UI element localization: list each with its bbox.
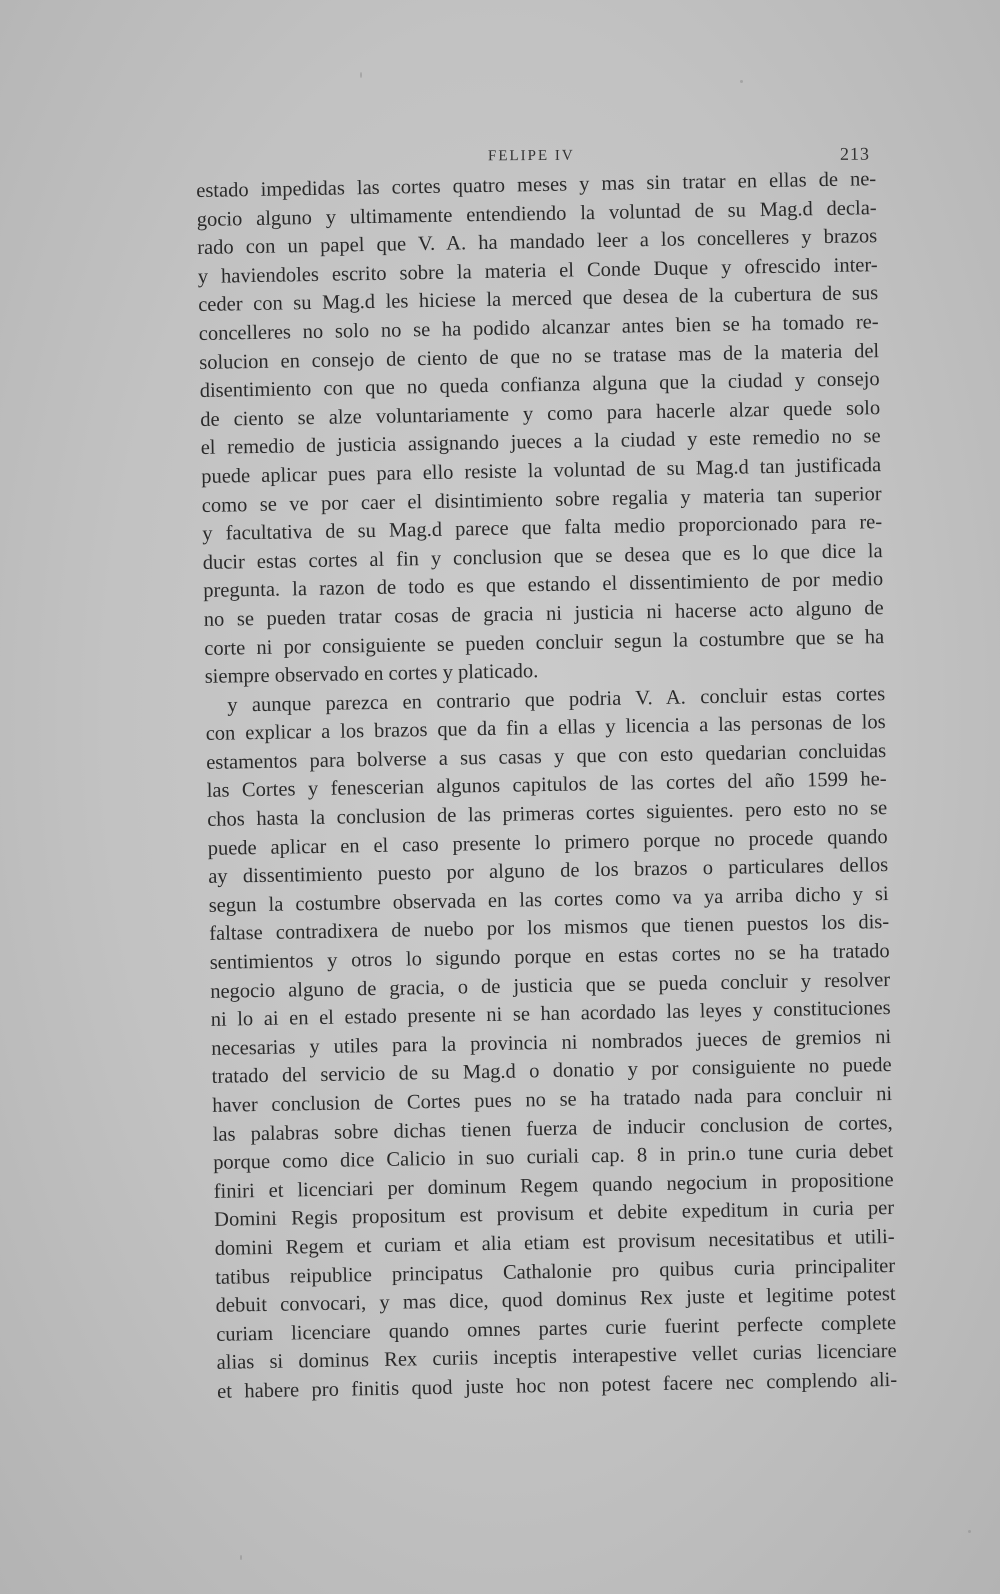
text-line: alias si dominus Rex curiis inceptis interapestive vellet curias licenciare <box>216 1340 897 1375</box>
text-line: segun la costumbre observada en las cortes como va ya arriba dicho y si <box>208 882 889 917</box>
body-text <box>196 165 897 1406</box>
text-line: gocio alguno y ultimamente entendiendo la voluntad de su Mag.d decla- <box>196 196 877 231</box>
paper-speck <box>240 1555 242 1560</box>
text-line: como se ve por caer el disintimiento sobre regalia y materia tan superior <box>201 482 882 517</box>
text-line: debuit convocari, y mas dice, quod dominus Rex juste et legitime potest <box>215 1283 896 1317</box>
paper-speck <box>740 80 743 83</box>
text-line: corte ni por consiguiente se pueden concluir segun la costumbre que se ha <box>204 625 885 660</box>
text-line: las palabras sobre dichas tienen fuerza de inducir conclusion de cortes, <box>212 1111 893 1146</box>
text-line: puede aplicar en el caso presente lo primero porque no procede quando <box>207 825 888 860</box>
text-line: porque como dice Calicio in suo curiali cap. 8 in prin.o tune curia debet <box>213 1140 894 1175</box>
text-line: pregunta. la razon de todo es que estando el dissentimiento de por medio <box>203 568 884 603</box>
text-line: rado con un papel que V. A. ha mandado leer a los concelleres y brazos <box>197 225 878 260</box>
text-line: y haviendoles escrito sobre la materia el Conde Duque y ofrescido inter- <box>197 253 878 288</box>
paper-speck <box>968 1530 971 1533</box>
text-line: de ciento se alze voluntariamente y como para hacerle alzar quede solo <box>200 396 881 431</box>
text-line: et habere pro finitis quod juste hoc non potest facere nec complendo ali- <box>217 1368 898 1403</box>
text-line: siempre observado en cortes y platicado. <box>204 660 539 689</box>
text-line: y aunque parezca en contrario que podria V. A. concluir estas cortes <box>227 682 886 717</box>
text-line: puede aplicar pues para ello resiste la voluntad de su Mag.d tan justificada <box>201 454 882 488</box>
text-line: disentimiento con que no queda confianza alguna que la ciudad y consejo <box>199 368 880 403</box>
text-line: chos hasta la conclusion de las primeras cortes siguientes. pero esto no se <box>207 797 888 831</box>
text-line: y facultativa de su Mag.d parece que falta medio proporcionado para re- <box>202 511 883 546</box>
text-line: no se pueden tratar cosas de gracia ni justicia ni hacerse acto alguno de <box>203 596 884 631</box>
text-line: las Cortes y fenescerian algunos capitulos de las cortes del año 1599 he- <box>206 768 887 803</box>
paper-speck <box>360 72 362 78</box>
text-line: estado impedidas las cortes quatro meses y mas sin tratar en ellas de ne- <box>196 168 877 202</box>
text-line: Domini Regis propositum est provisum et debite expeditum in curia per <box>214 1197 895 1232</box>
text-line: ni lo ai en el estado presente ni se han acordado las leyes y constituciones <box>210 997 891 1032</box>
text-line: domini Regem et curiam et alia etiam est provisum necesitatibus et utili- <box>214 1225 895 1260</box>
text-line: negocio alguno de gracia, o de justicia que se pueda concluir y resolver <box>210 968 891 1003</box>
text-line: curiam licenciare quando omnes partes curie fuerint perfecte complete <box>216 1311 897 1346</box>
text-line: sentimientos y otros lo sigundo porque en estas cortes no se ha tratado <box>209 940 890 974</box>
text-line: con explicar a los brazos que da fin a ellas y licencia a las personas de los <box>205 711 886 746</box>
text-line: necesarias y utiles para la provincia ni nombrados jueces de gremios ni <box>211 1025 892 1060</box>
text-line: ceder con su Mag.d les hiciese la merced que desea de la cubertura de sus <box>198 282 879 317</box>
text-line: ay dissentimiento puesto por alguno de los brazos o particulares dellos <box>208 854 889 889</box>
page-number: 213 <box>839 143 871 164</box>
text-line: el remedio de justicia assignando jueces a la ciudad y este remedio no se <box>200 425 881 460</box>
text-line: tatibus reipublice principatus Cathalonie pro quibus curia principaliter <box>215 1254 896 1289</box>
text-line: faltase contradixera de nuebo por los mismos que tienen puestos los dis- <box>209 911 890 946</box>
text-line: haver conclusion de Cortes pues no se ha tratado nada para concluir ni <box>212 1082 893 1117</box>
text-line: tratado del servicio de su Mag.d o donatio y por consiguiente no puede <box>211 1054 892 1089</box>
text-line: solucion en consejo de ciento de que no se tratase mas de la materia del <box>199 339 880 374</box>
running-head: FELIPE IV <box>487 147 575 165</box>
text-line: concelleres no solo no se ha podido alcanzar antes bien se ha tomado re- <box>198 311 879 345</box>
text-line: estamentos para bolverse a sus casas y que con esto quedarian concluidas <box>206 739 887 774</box>
text-line: finiri et licenciari per dominum Regem quando negocium in propositione <box>213 1168 894 1203</box>
text-line: ducir estas cortes al fin y conclusion que se desea que es lo que dice la <box>202 539 883 574</box>
